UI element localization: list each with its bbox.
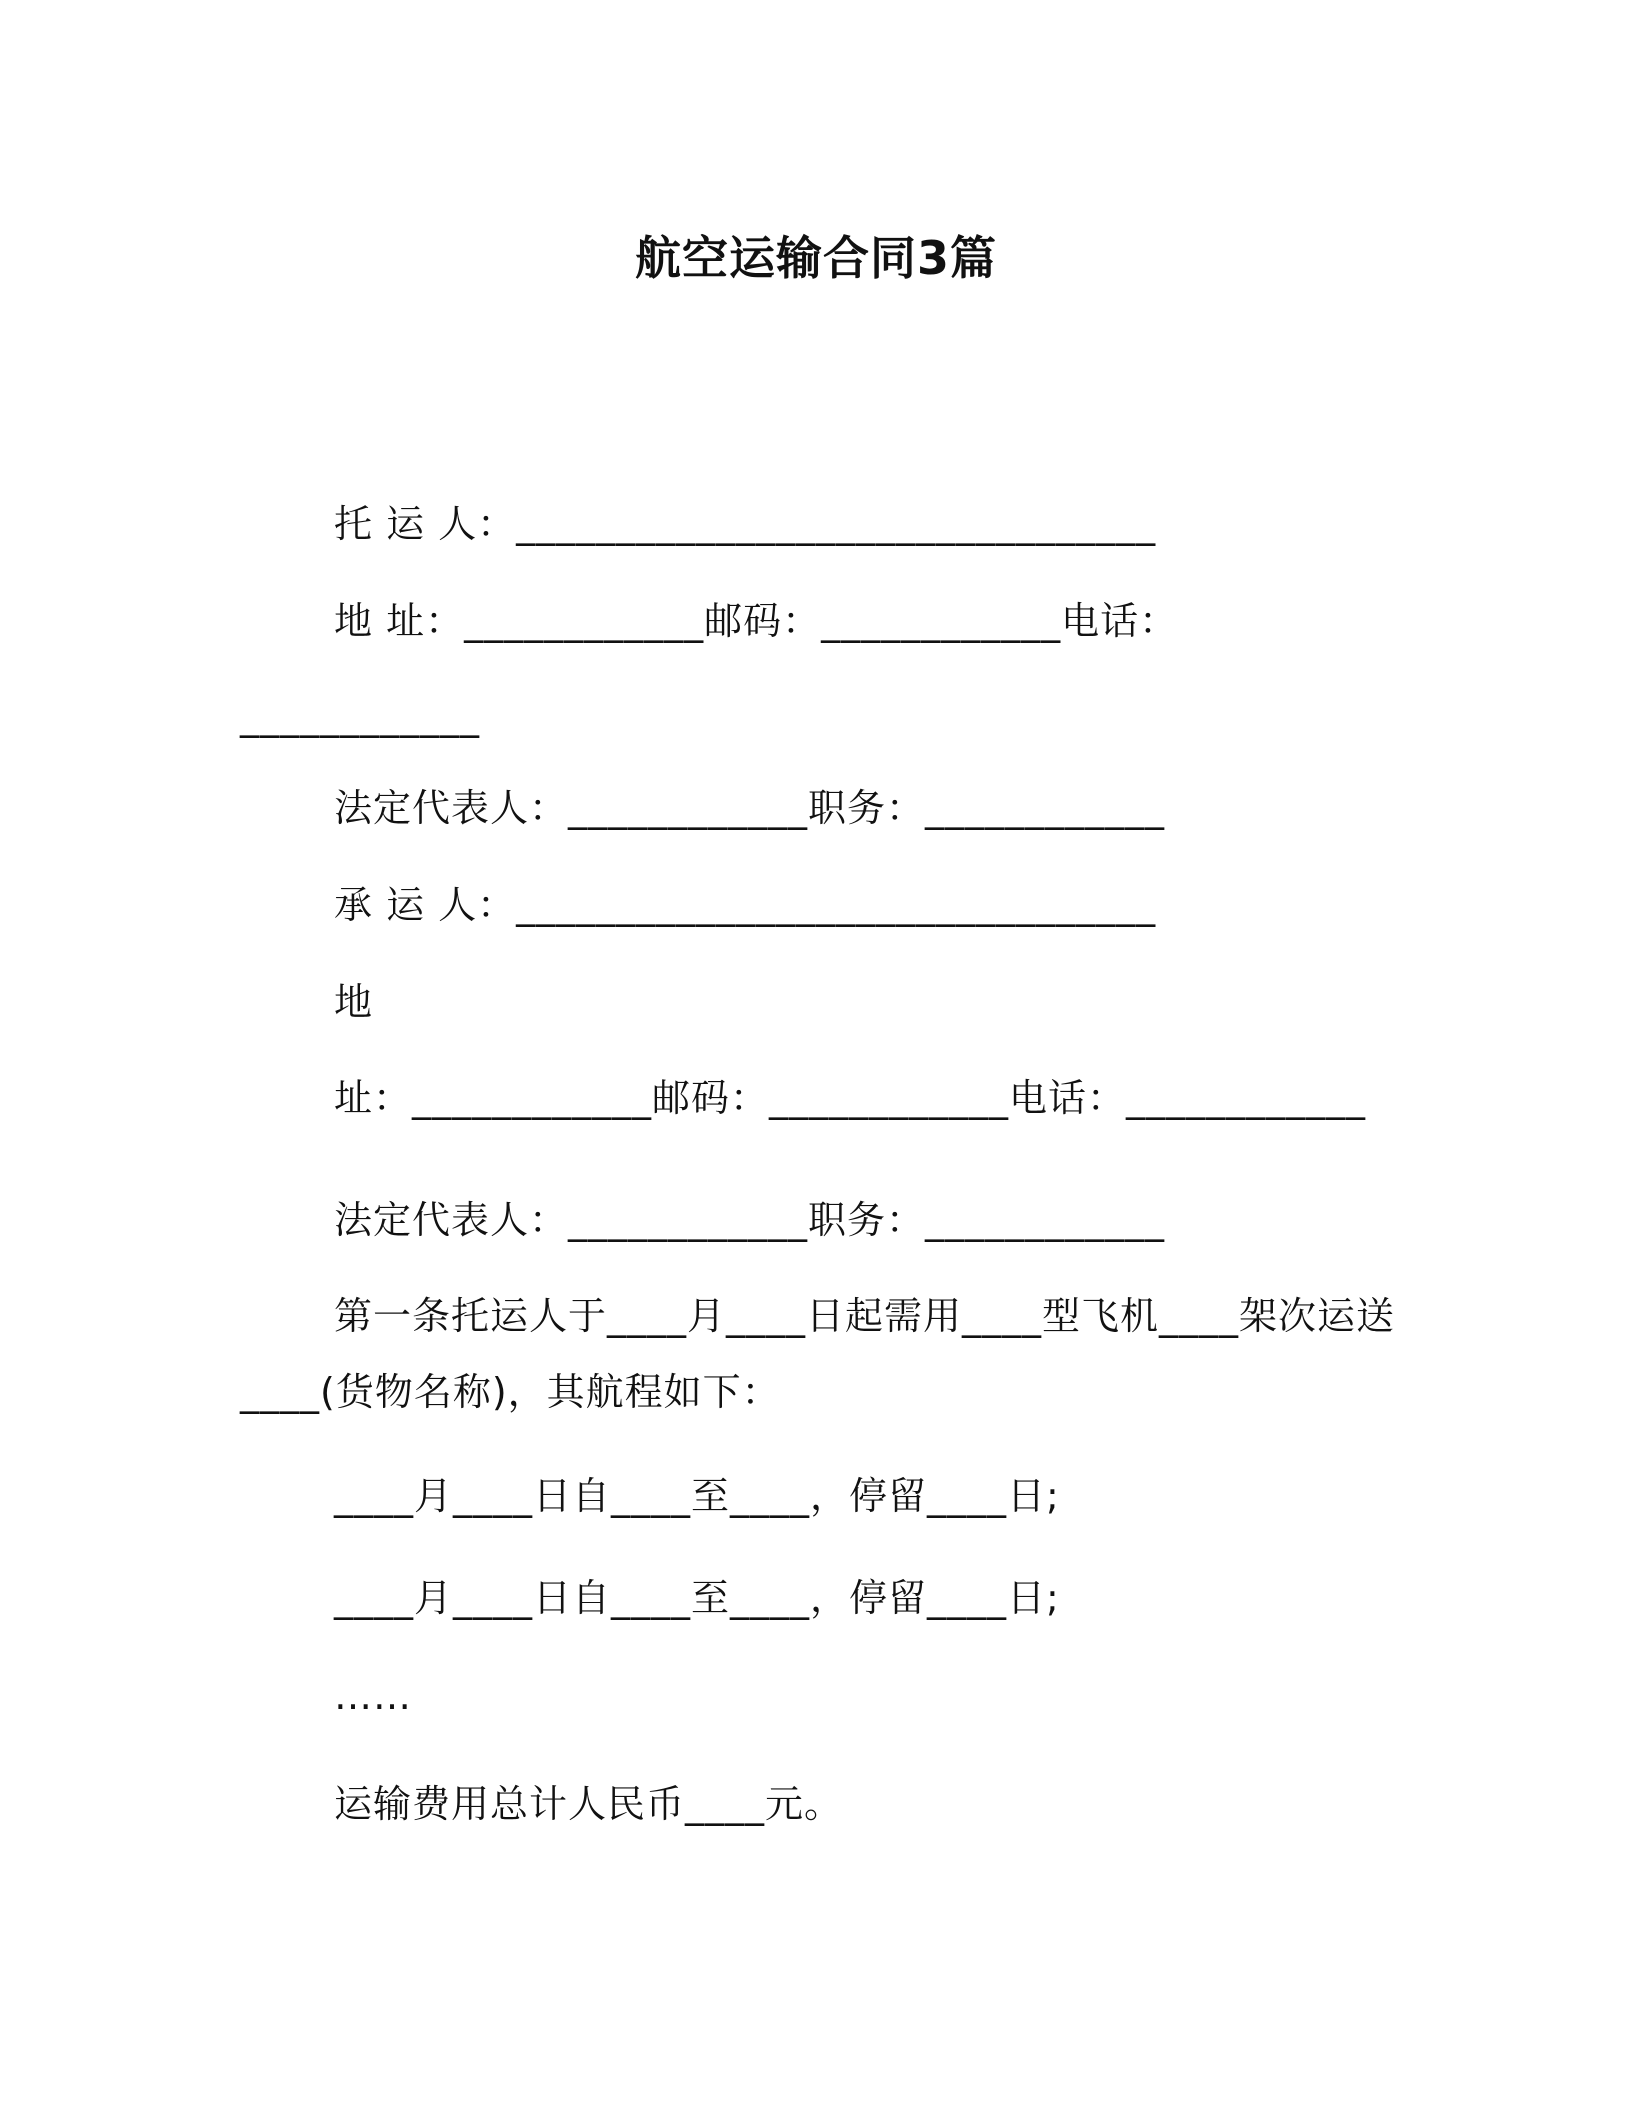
article-one-continuation: ____(货物名称)，其航程如下： bbox=[240, 1370, 781, 1414]
carrier-representative-line: 法定代表人：____________职务：____________ bbox=[334, 1198, 1166, 1242]
shipper-address-line: 地 址：____________邮码：____________电话： bbox=[334, 599, 1179, 643]
freight-total-line: 运输费用总计人民币____元。 bbox=[334, 1782, 844, 1826]
carrier-address-label: 地 bbox=[334, 980, 374, 1024]
carrier-address-line: 址：____________邮码：____________电话：____________ bbox=[334, 1076, 1367, 1120]
article-one-line: 第一条托运人于____月____日起需用____型飞机____架次运送 bbox=[334, 1294, 1396, 1338]
shipper-phone-blank: ____________ bbox=[240, 694, 480, 738]
document-title: 航空运输合同3篇 bbox=[634, 231, 997, 285]
shipper-representative-line: 法定代表人：____________职务：____________ bbox=[334, 786, 1166, 830]
ellipsis-line: …… bbox=[334, 1674, 412, 1718]
carrier-line: 承 运 人：________________________________ bbox=[334, 883, 1157, 927]
shipper-line: 托 运 人：________________________________ bbox=[334, 502, 1157, 546]
itinerary-line-1: ____月____日自____至____，停留____日; bbox=[334, 1474, 1060, 1518]
itinerary-line-2: ____月____日自____至____，停留____日; bbox=[334, 1576, 1060, 1620]
